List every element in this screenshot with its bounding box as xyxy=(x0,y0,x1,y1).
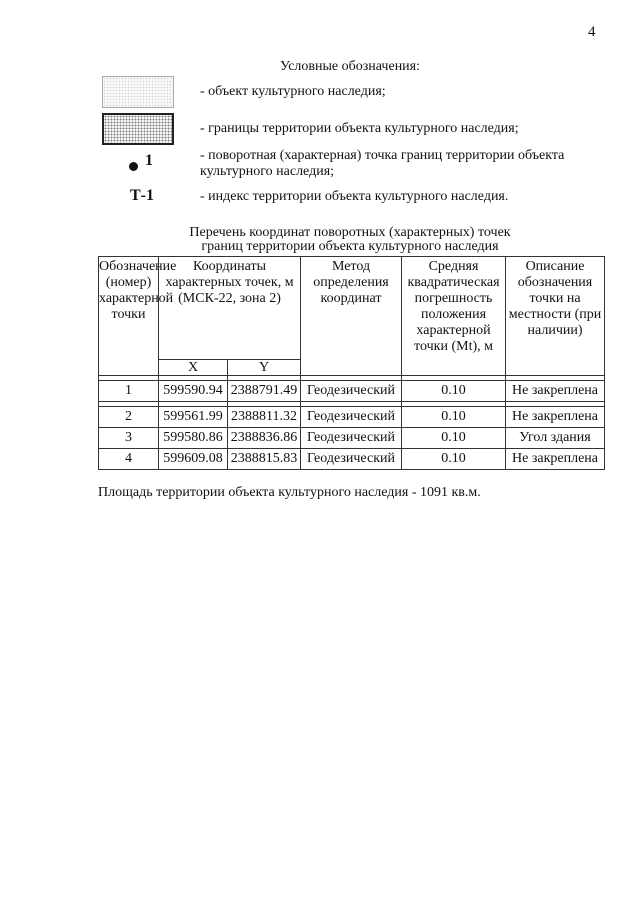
territory-area-text: Площадь территории объекта культурного наследия - 1091 кв.м. xyxy=(98,485,481,500)
description: Не закреплена xyxy=(506,407,605,428)
turning-point-label: 1 xyxy=(145,152,153,169)
mean-error: 0.10 xyxy=(402,428,506,449)
legend-item-territory-index: - индекс территории объекта культурного наследия. xyxy=(200,189,509,204)
coordinates-table xyxy=(98,256,605,470)
point-number: 1 xyxy=(99,381,159,402)
header-mean-error: Средняя квадратическая погрешность положения характерной точки (Mt), м xyxy=(402,257,506,376)
legend-item-territory-boundary: - границы территории объекта культурного наследия; xyxy=(200,121,519,136)
point-number: 3 xyxy=(99,428,159,449)
territory-index-symbol: Т-1 xyxy=(130,187,154,204)
header-method: Метод определения координат xyxy=(301,257,402,376)
table-header-row xyxy=(99,257,605,360)
mean-error: 0.10 xyxy=(402,407,506,428)
coord-x: 599580.86 xyxy=(159,428,228,449)
header-x: X xyxy=(159,360,228,376)
legend-item-turning-point: - поворотная (характерная) точка границ территории объекта культурного наследия; xyxy=(200,148,565,179)
header-description: Описание обозначения точки на местности (при наличии) xyxy=(506,257,605,376)
table-row xyxy=(99,407,605,428)
method: Геодезический xyxy=(301,381,402,402)
description: Угол здания xyxy=(506,428,605,449)
table-row xyxy=(99,449,605,470)
turning-point-dot-icon xyxy=(129,162,138,171)
header-coordinates: Координаты характерных точек, м (МСК-22, зона 2) xyxy=(159,257,301,360)
coord-x: 599609.08 xyxy=(159,449,228,470)
page-number: 4 xyxy=(588,24,596,40)
method: Геодезический xyxy=(301,428,402,449)
header-y: Y xyxy=(228,360,301,376)
turning-point-symbol xyxy=(127,152,167,174)
territory-boundary-swatch xyxy=(102,113,174,145)
legend-item-heritage-object: - объект культурного наследия; xyxy=(200,84,386,99)
point-number: 2 xyxy=(99,407,159,428)
table-row xyxy=(99,428,605,449)
coord-y: 2388791.49 xyxy=(228,381,301,402)
table-title-line-1: Перечень координат поворотных (характерных) точек xyxy=(189,225,511,240)
description: Не закреплена xyxy=(506,449,605,470)
header-point-designation: Обозначение (номер) характерной точки xyxy=(99,257,159,376)
coord-y: 2388836.86 xyxy=(228,428,301,449)
coord-x: 599590.94 xyxy=(159,381,228,402)
legend-title: Условные обозначения: xyxy=(279,59,421,74)
table-row xyxy=(99,381,605,402)
mean-error: 0.10 xyxy=(402,449,506,470)
coord-x: 599561.99 xyxy=(159,407,228,428)
method: Геодезический xyxy=(301,407,402,428)
description: Не закреплена xyxy=(506,381,605,402)
coord-y: 2388811.32 xyxy=(228,407,301,428)
table-title-line-2: границ территории объекта культурного наследия xyxy=(201,239,499,254)
coord-y: 2388815.83 xyxy=(228,449,301,470)
method: Геодезический xyxy=(301,449,402,470)
mean-error: 0.10 xyxy=(402,381,506,402)
point-number: 4 xyxy=(99,449,159,470)
heritage-object-swatch xyxy=(102,76,174,108)
